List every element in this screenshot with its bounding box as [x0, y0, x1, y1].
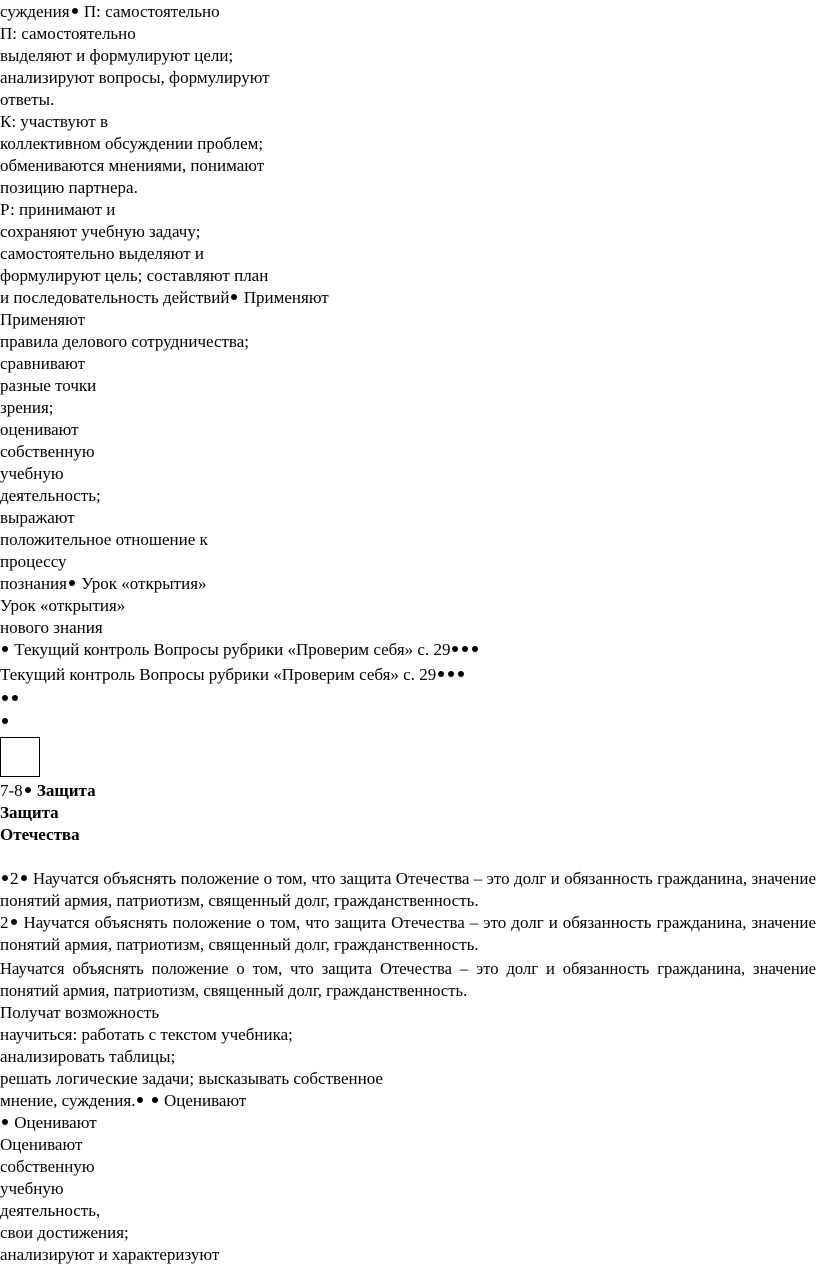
- text-line: Урок «открытия»: [0, 596, 126, 615]
- text-line: коллективном обсуждении проблем;: [0, 134, 264, 153]
- text-line: [0, 1090, 246, 1112]
- text-line: обмениваются мнениями, понимают: [0, 156, 265, 175]
- text-line: ответы.: [0, 90, 55, 109]
- text-line: [0, 1112, 97, 1134]
- text-fragment: Текущий контроль Вопросы рубрики «Проверим себя» с. 29: [0, 665, 437, 684]
- text-line: свои достижения;: [0, 1223, 129, 1242]
- bullet-line: [0, 688, 20, 710]
- text-line: деятельность,: [0, 1201, 101, 1220]
- text-line: собственную: [0, 442, 95, 461]
- text-fragment: Оценивают: [14, 1113, 97, 1132]
- text-line: научиться: работать с текстом учебника;: [0, 1025, 293, 1044]
- text-line: анализируют вопросы, формулируют: [0, 68, 270, 87]
- text-line: учебную: [0, 464, 64, 483]
- bullet-icon: [12, 695, 18, 701]
- text-line: [0, 1, 220, 23]
- text-fragment: Оценивают: [163, 1091, 247, 1110]
- text-line: нового знания: [0, 618, 103, 637]
- text-line: учебную: [0, 1179, 64, 1198]
- text-fragment: Применяют: [243, 288, 329, 307]
- text-line: сохраняют учебную задачу;: [0, 222, 201, 241]
- text-line: собственную: [0, 1157, 95, 1176]
- text-line: [0, 664, 466, 686]
- bullet-icon: [438, 671, 444, 677]
- text-line: Оценивают: [0, 1135, 83, 1154]
- bullet-icon: [448, 671, 454, 677]
- lesson-number: 7-8: [0, 781, 23, 800]
- lesson-title-line: Отечества: [0, 825, 80, 844]
- text-line: самостоятельно выделяют и: [0, 244, 204, 263]
- text-line: [0, 287, 329, 309]
- text-line: сравнивают: [0, 354, 86, 373]
- paragraph-text: Научатся объяснять положение о том, что защита Отечества – это долг и обязанность гражданина, значение понятий армия, патриотизм, священный долг, гражданственность.: [0, 869, 816, 910]
- text-fragment: познания: [0, 574, 67, 593]
- text-line: положительное отношение к: [0, 530, 208, 549]
- text-line: [0, 639, 480, 661]
- text-fragment: мнение, суждения.: [0, 1091, 136, 1110]
- bullet-icon: [462, 646, 468, 652]
- text-line: анализировать таблицы;: [0, 1047, 176, 1066]
- bullet-icon: [2, 1119, 8, 1125]
- text-fragment: Текущий контроль Вопросы рубрики «Проверим себя» с. 29: [14, 640, 451, 659]
- paragraph-text: Научатся объяснять положение о том, что защита Отечества – это долг и обязанность гражданина, значение понятий армия, патриотизм, священный долг, гражданственность.: [0, 913, 816, 954]
- text-line: Р: принимают и: [0, 200, 116, 219]
- empty-cell-box: [0, 737, 40, 777]
- bullet-icon: [72, 8, 78, 14]
- hours-count: 2: [0, 913, 9, 932]
- lesson-title: Защита: [36, 781, 96, 800]
- text-line: оценивают: [0, 420, 79, 439]
- hours-count: 2: [10, 869, 19, 888]
- bullet-icon: [25, 787, 31, 793]
- text-fragment: Урок «открытия»: [81, 574, 207, 593]
- bullet-icon: [452, 646, 458, 652]
- paragraph: [0, 912, 816, 956]
- lesson-title-line: Защита: [0, 803, 59, 822]
- bullet-icon: [2, 695, 8, 701]
- text-line: выражают: [0, 508, 75, 527]
- bullet-icon: [472, 646, 478, 652]
- text-line: выделяют и формулируют цели;: [0, 46, 234, 65]
- bullet-icon: [137, 1097, 143, 1103]
- text-line: Применяют: [0, 310, 85, 329]
- text-line: [0, 573, 207, 595]
- bullet-icon: [152, 1097, 158, 1103]
- paragraph: Научатся объяснять положение о том, что защита Отечества – это долг и обязанность гражданина, значение понятий армия, патриотизм, священный долг, гражданственность.: [0, 959, 816, 1000]
- text-line: позицию партнера.: [0, 178, 138, 197]
- text-line: формулируют цель; составляют план: [0, 266, 269, 285]
- text-fragment: П: самостоятельно: [83, 2, 220, 21]
- bullet-icon: [458, 671, 464, 677]
- bullet-icon: [231, 294, 237, 300]
- text-line: разные точки: [0, 376, 97, 395]
- text-line: зрения;: [0, 398, 54, 417]
- text-line: решать логические задачи; высказывать собственное: [0, 1069, 383, 1088]
- text-line: К: участвуют в: [0, 112, 109, 131]
- text-line: анализируют и характеризуют: [0, 1245, 220, 1264]
- text-fragment: и последовательность действий: [0, 288, 230, 307]
- text-line: процессу: [0, 552, 67, 571]
- lesson-title-line: [0, 780, 96, 802]
- bullet-icon: [2, 718, 8, 724]
- text-line: деятельность;: [0, 486, 101, 505]
- text-line: правила делового сотрудничества;: [0, 332, 250, 351]
- text-line: Получат возможность: [0, 1003, 160, 1022]
- text-line: П: самостоятельно: [0, 24, 136, 43]
- bullet-line: [0, 711, 10, 733]
- bullet-icon: [2, 875, 8, 881]
- paragraph: [0, 868, 816, 912]
- text-fragment: суждения: [0, 2, 70, 21]
- bullet-icon: [69, 580, 75, 586]
- bullet-icon: [11, 919, 17, 925]
- bullet-icon: [2, 646, 8, 652]
- bullet-icon: [21, 875, 27, 881]
